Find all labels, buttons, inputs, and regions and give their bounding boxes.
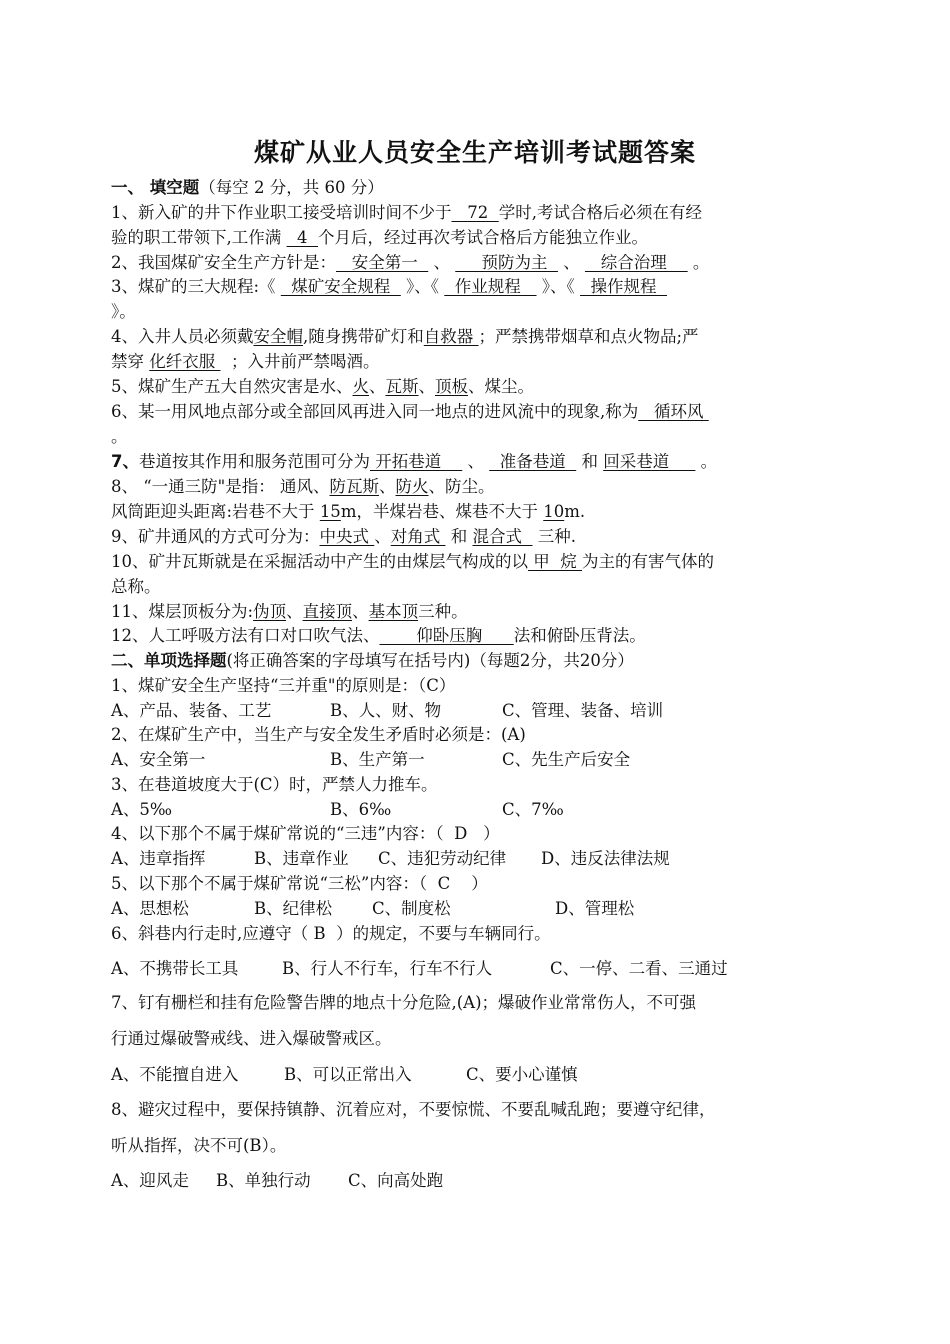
answer: 安全帽 bbox=[253, 327, 303, 346]
mc-q3-opt-b: B、6‰ bbox=[330, 800, 392, 819]
q10-line2 bbox=[111, 575, 161, 599]
answer: 防瓦斯 bbox=[329, 477, 380, 496]
q8-line2 bbox=[111, 500, 585, 524]
mc-q3: 3、在巷道坡度大于(C）时，严禁人力推车。 bbox=[111, 775, 438, 794]
text: 》、《 bbox=[536, 277, 581, 296]
answer: 72 bbox=[451, 203, 499, 222]
text: 9、矿井通风的方式可分为： bbox=[111, 527, 320, 546]
q1-line2 bbox=[111, 226, 648, 250]
mc-q2-opt-b: B、生产第一 bbox=[330, 750, 425, 769]
mc-q2-opt-a: A、安全第一 bbox=[111, 750, 206, 769]
text: 总称。 bbox=[111, 577, 161, 596]
answer: 中央式 bbox=[319, 527, 375, 546]
text: 验的职工带领下,工作满 bbox=[111, 228, 287, 247]
text: 禁穿 bbox=[111, 352, 150, 371]
q3-line2 bbox=[111, 300, 136, 324]
answer: 基本顶 bbox=[368, 602, 419, 621]
mc-q8-line2: 听从指挥，决不可(B）。 bbox=[111, 1136, 287, 1155]
text: 三种. bbox=[532, 527, 576, 546]
answer: 回采巷道 bbox=[603, 452, 696, 471]
text: 11、煤层顶板分为: bbox=[111, 602, 254, 621]
q4-line1 bbox=[111, 325, 699, 349]
section2-note: (将正确答案的字母填写在括号内)（每题2分，共20分） bbox=[226, 651, 634, 670]
mc-q8-opt-c: C、向高处跑 bbox=[348, 1171, 444, 1190]
answer: 自救器 bbox=[423, 327, 479, 346]
text: 、 bbox=[374, 527, 391, 546]
q8-line1 bbox=[111, 475, 495, 499]
mc-q6-opt-b: B、行人不行车，行车不行人 bbox=[282, 959, 493, 978]
text: m. bbox=[564, 502, 586, 521]
text: ,随身携带矿灯和 bbox=[303, 327, 424, 346]
text: 和 bbox=[576, 452, 604, 471]
answer: 瓦斯 bbox=[385, 377, 419, 396]
text: 法和俯卧压背法。 bbox=[513, 626, 646, 645]
text: 风筒距迎头距离:岩巷不大于 bbox=[111, 502, 320, 521]
answer: 综合治理 bbox=[584, 253, 688, 272]
answer: 15 bbox=[319, 502, 341, 521]
text: 》。 bbox=[111, 302, 136, 321]
mc-q5-opt-c: C、制度松 bbox=[372, 899, 451, 918]
mc-q5-opt-d: D、管理松 bbox=[555, 899, 635, 918]
text: 4、入井人员必须戴 bbox=[111, 327, 254, 346]
mc-q5-opt-b: B、纪律松 bbox=[254, 899, 333, 918]
answer: 4 bbox=[286, 228, 318, 247]
text: 。 bbox=[695, 452, 718, 471]
q3-line1 bbox=[111, 275, 667, 299]
text: 、 bbox=[462, 452, 490, 471]
text: 7、 bbox=[111, 452, 139, 471]
text: 、 bbox=[286, 602, 303, 621]
text: ；严禁携带烟草和点火物品;严 bbox=[478, 327, 699, 346]
answer: 准备巷道 bbox=[489, 452, 577, 471]
section1-title: 一、 填空题 bbox=[111, 178, 200, 197]
answer: 直接顶 bbox=[302, 602, 353, 621]
text: 、 bbox=[379, 477, 396, 496]
answer: 预防为主 bbox=[455, 253, 558, 272]
answer: 化纤衣服 bbox=[149, 352, 221, 371]
answer: 对角式 bbox=[390, 527, 446, 546]
mc-q3-opt-c: C、7‰ bbox=[502, 800, 564, 819]
q11-line bbox=[111, 600, 468, 624]
text: 1、新入矿的井下作业职工接受培训时间不少于 bbox=[111, 203, 452, 222]
mc-q7-line2: 行通过爆破警戒线、进入爆破警戒区。 bbox=[111, 1029, 392, 1048]
page-title: 煤矿从业人员安全生产培训考试题答案 bbox=[253, 138, 696, 167]
mc-q5-opt-a: A、思想松 bbox=[111, 899, 189, 918]
q7-line bbox=[111, 450, 717, 474]
mc-q8-opt-b: B、单独行动 bbox=[216, 1171, 311, 1190]
mc-q5: 5、以下那个不属于煤矿常说“三松”内容：（ C ） bbox=[111, 874, 488, 893]
text: 。 bbox=[687, 253, 710, 272]
mc-q3-opt-a: A、5‰ bbox=[111, 800, 173, 819]
text: 学时,考试合格后必须在有经 bbox=[498, 203, 702, 222]
text: 、防尘。 bbox=[428, 477, 495, 496]
text: 、 bbox=[369, 377, 386, 396]
text: 》、《 bbox=[400, 277, 445, 296]
mc-q7-line1: 7、钉有栅栏和挂有危险警告牌的地点十分危险,(A)；爆破作业常常伤人，不可强 bbox=[111, 993, 697, 1012]
q5-line bbox=[111, 375, 534, 399]
q10-line1 bbox=[111, 550, 714, 574]
mc-q7-opt-a: A、不能擅自进入 bbox=[111, 1065, 239, 1084]
answer: 顶板 bbox=[435, 377, 468, 396]
text: 3、煤矿的三大规程:《 bbox=[111, 277, 281, 296]
text: 个月后，经过再次考试合格后方能独立作业。 bbox=[317, 228, 648, 247]
text: 为主的有害气体的 bbox=[581, 552, 714, 571]
text: 6、某一用风地点部分或全部回风再进入同一地点的进风流中的现象,称为 bbox=[111, 402, 639, 421]
mc-q2: 2、在煤矿生产中，当生产与安全发生矛盾时必须是：(A) bbox=[111, 725, 526, 744]
mc-q6: 6、斜巷内行走时,应遵守（ B ）的规定，不要与车辆同行。 bbox=[111, 924, 551, 943]
text: 5、煤矿生产五大自然灾害是水、 bbox=[111, 377, 353, 396]
answer: 10 bbox=[543, 502, 565, 521]
section1-heading bbox=[111, 176, 384, 200]
mc-q1-opt-c: C、管理、装备、培训 bbox=[502, 701, 664, 720]
answer: 安全第一 bbox=[336, 253, 429, 272]
text: m，半煤岩巷、煤巷不大于 bbox=[340, 502, 544, 521]
section2-heading bbox=[111, 649, 634, 673]
answer: 循环风 bbox=[638, 402, 709, 421]
mc-q4-opt-d: D、违反法律法规 bbox=[541, 849, 670, 868]
q4-line2 bbox=[111, 350, 380, 374]
text: 、 bbox=[352, 602, 369, 621]
mc-q1: 1、煤矿安全生产坚持“三并重"的原则是：（C） bbox=[111, 676, 456, 695]
answer: 甲 烷 bbox=[528, 552, 582, 571]
q9-line bbox=[111, 525, 576, 549]
text: 10、矿井瓦斯就是在采掘活动中产生的由煤层气构成的以 bbox=[111, 552, 528, 571]
q6-line2 bbox=[111, 425, 128, 449]
answer: 开拓巷道 bbox=[369, 452, 463, 471]
text: 和 bbox=[445, 527, 473, 546]
q2-line bbox=[111, 251, 709, 275]
text: 2、我国煤矿安全生产方针是： bbox=[111, 253, 336, 272]
mc-q8-line1: 8、避灾过程中，要保持镇静、沉着应对，不要惊慌、不要乱喊乱跑；要遵守纪律， bbox=[111, 1100, 716, 1119]
answer: 混合式 bbox=[472, 527, 533, 546]
mc-q2-opt-c: C、先生产后安全 bbox=[502, 750, 631, 769]
mc-q6-opt-a: A、不携带长工具 bbox=[111, 959, 239, 978]
q6-line1 bbox=[111, 400, 709, 424]
mc-q1-opt-b: B、人、财、物 bbox=[330, 701, 442, 720]
mc-q1-opt-a: A、产品、装备、工艺 bbox=[111, 701, 272, 720]
text: 、 bbox=[418, 377, 435, 396]
answer: 伪顶 bbox=[253, 602, 287, 621]
mc-q4-opt-b: B、违章作业 bbox=[254, 849, 349, 868]
text: 巷道按其作用和服务范围可分为 bbox=[138, 452, 370, 471]
text: 、 bbox=[428, 253, 456, 272]
text: ；入井前严禁喝酒。 bbox=[220, 352, 380, 371]
q1-line1 bbox=[111, 201, 702, 225]
text: 、 bbox=[557, 253, 585, 272]
mc-q8-opt-a: A、迎风走 bbox=[111, 1171, 189, 1190]
text: 。 bbox=[111, 427, 128, 446]
text: 三种。 bbox=[418, 602, 468, 621]
mc-q7-opt-b: B、可以正常出入 bbox=[284, 1065, 412, 1084]
mc-q7-opt-c: C、要小心谨慎 bbox=[466, 1065, 578, 1084]
text: 8、 “一通三防"是指： 通风、 bbox=[111, 477, 330, 496]
mc-q4-opt-c: C、违犯劳动纪律 bbox=[378, 849, 507, 868]
answer: 操作规程 bbox=[580, 277, 668, 296]
answer: 煤矿安全规程 bbox=[280, 277, 401, 296]
section2-title: 二、单项选择题 bbox=[111, 651, 227, 670]
q12-line bbox=[111, 624, 646, 648]
text: 12、人工呼吸方法有口对口吹气法、 bbox=[111, 626, 380, 645]
answer: 火 bbox=[352, 377, 369, 396]
mc-q4: 4、以下那个不属于煤矿常说的“三违”内容：（ D ） bbox=[111, 824, 500, 843]
answer: 作业规程 bbox=[444, 277, 537, 296]
answer: 仰卧压胸 bbox=[379, 626, 514, 645]
text: 、煤尘。 bbox=[468, 377, 534, 396]
mc-q4-opt-a: A、违章指挥 bbox=[111, 849, 206, 868]
section1-note: （每空 2 分，共 60 分） bbox=[199, 178, 384, 197]
mc-q6-opt-c: C、一停、二看、三通过 bbox=[550, 959, 728, 978]
answer: 防火 bbox=[395, 477, 429, 496]
